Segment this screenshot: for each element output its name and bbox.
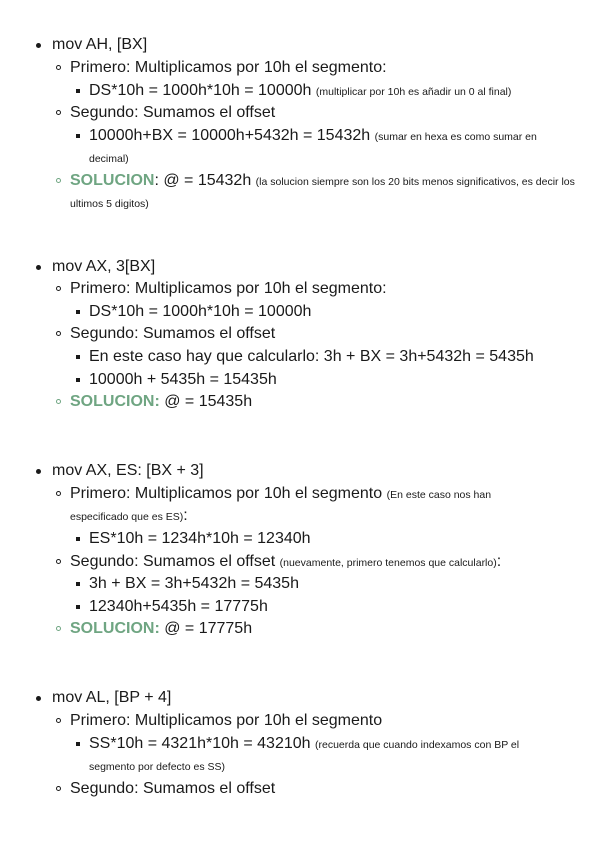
calc-line bbox=[89, 573, 299, 595]
step-text: Primero: Multiplicamos por 10h el segmento: bbox=[70, 280, 387, 297]
instruction-text: mov AX, ES: [BX + 3] bbox=[52, 462, 204, 479]
solution-line bbox=[70, 618, 252, 640]
solution-text: @ = 17775h bbox=[159, 620, 253, 637]
step-text: Segundo: Sumamos el offset bbox=[70, 553, 276, 570]
step-first bbox=[70, 710, 382, 732]
solution-text: : @ = 15432h bbox=[154, 172, 252, 189]
solution-label: SOLUCION: bbox=[70, 393, 160, 410]
step-text: Primero: Multiplicamos por 10h el segmento bbox=[70, 712, 383, 729]
step-first bbox=[70, 57, 387, 79]
instruction-text: mov AX, 3[BX] bbox=[52, 258, 156, 275]
calc-note: (multiplicar por 10h es añadir un 0 al final) bbox=[315, 86, 512, 98]
step-colon: : bbox=[496, 553, 502, 570]
calc-text: SS*10h = 4321h*10h = 43210h bbox=[89, 735, 311, 752]
calc-line bbox=[89, 301, 311, 323]
step-text: Segundo: Sumamos el offset bbox=[70, 104, 276, 121]
calc-text: 3h + BX = 3h+5432h = 5435h bbox=[89, 575, 299, 592]
calc-text: 10000h+BX = 10000h+5432h = 15432h bbox=[89, 127, 371, 144]
solution-line bbox=[70, 391, 252, 413]
calc-line bbox=[89, 346, 534, 368]
step-note: (nuevamente, primero tenemos que calcularlo) bbox=[279, 557, 497, 569]
calc-line bbox=[89, 125, 567, 169]
calc-text: En este caso hay que calcularlo: 3h + BX = 3h+5432h = 5435h bbox=[89, 348, 534, 365]
calc-line bbox=[89, 80, 511, 102]
step-second bbox=[70, 778, 275, 800]
step-text: Segundo: Sumamos el offset bbox=[70, 780, 276, 797]
step-text: Primero: Multiplicamos por 10h el segmento bbox=[70, 485, 383, 502]
solution-line bbox=[70, 170, 578, 214]
step-colon: : bbox=[183, 507, 188, 524]
solution-label: SOLUCION bbox=[70, 172, 155, 189]
instruction-heading bbox=[52, 460, 204, 482]
instruction-heading bbox=[52, 34, 147, 56]
step-second bbox=[70, 102, 275, 124]
step-first bbox=[70, 483, 548, 527]
solution-label: SOLUCION: bbox=[70, 620, 160, 637]
instruction-text: mov AL, [BP + 4] bbox=[52, 689, 172, 706]
step-second bbox=[70, 551, 501, 573]
calc-text: 10000h + 5435h = 15435h bbox=[89, 371, 277, 388]
calc-text: ES*10h = 1234h*10h = 12340h bbox=[89, 530, 311, 547]
calc-note: (sumar en hexa es como sumar en decimal) bbox=[89, 131, 537, 165]
calc-line bbox=[89, 528, 311, 550]
instruction-text: mov AH, [BX] bbox=[52, 36, 148, 53]
step-first bbox=[70, 278, 387, 300]
solution-text: @ = 15435h bbox=[159, 393, 253, 410]
calc-note: (recuerda que cuando indexamos con BP el segmento por defecto es SS) bbox=[89, 739, 520, 773]
calc-line bbox=[89, 596, 268, 618]
calc-line bbox=[89, 733, 567, 777]
step-second bbox=[70, 323, 275, 345]
calc-text: DS*10h = 1000h*10h = 10000h bbox=[89, 82, 312, 99]
calc-line bbox=[89, 369, 277, 391]
instruction-heading bbox=[52, 256, 155, 278]
instruction-heading bbox=[52, 687, 171, 709]
calc-text: DS*10h = 1000h*10h = 10000h bbox=[89, 303, 312, 320]
solution-note: (la solucion siempre son los 20 bits menos significativos, es decir los ultimos 5 digitos) bbox=[70, 176, 575, 210]
step-text: Primero: Multiplicamos por 10h el segmento: bbox=[70, 59, 387, 76]
calc-text: 12340h+5435h = 17775h bbox=[89, 598, 268, 615]
step-note: (En este caso nos han especificado que es ES) bbox=[70, 489, 492, 523]
step-text: Segundo: Sumamos el offset bbox=[70, 325, 276, 342]
